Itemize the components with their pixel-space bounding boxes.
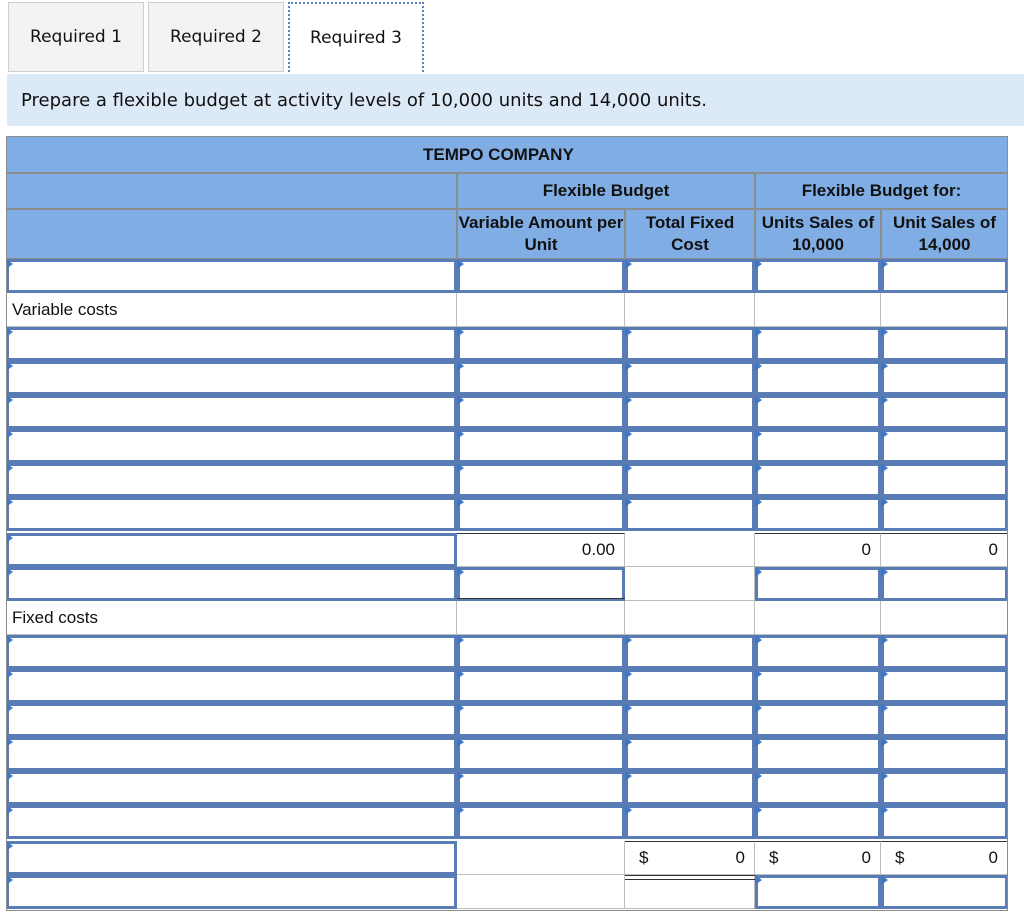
fixed-cost-row-3-14000-input[interactable] [881, 703, 1008, 737]
variable-cost-row-5-label-input[interactable] [6, 463, 457, 497]
fixed-cost-row-4-10000-input[interactable] [755, 737, 881, 771]
company-name: TEMPO COMPANY [423, 144, 574, 164]
fixed-cost-row-4-14000-input[interactable] [881, 737, 1008, 771]
header-flexible-budget-for [755, 173, 1008, 209]
margin-per-unit-input[interactable] [457, 567, 625, 601]
net-14000-input[interactable] [881, 875, 1008, 909]
net-fixed-empty [625, 875, 755, 909]
fixed-cost-row-1-label-input[interactable] [6, 635, 457, 669]
variable-cost-row-6-fixed-input[interactable] [625, 497, 755, 531]
fixed-cost-row-6-label-input[interactable] [6, 805, 457, 839]
margin-10000-input[interactable] [755, 567, 881, 601]
instruction-text: Prepare a flexible budget at activity levels of 10,000 units and 14,000 units. [21, 89, 707, 111]
tab-required-3[interactable]: Required 3 [288, 2, 424, 72]
margin-14000-input[interactable] [881, 567, 1008, 601]
variable-costs-empty [457, 293, 625, 327]
fixed-cost-row-3-10000-input[interactable] [755, 703, 881, 737]
variable-cost-row-5-10000-input[interactable] [755, 463, 881, 497]
fixed-cost-row-1-var-input[interactable] [457, 635, 625, 669]
variable-costs-empty [625, 293, 755, 327]
variable-cost-row-3-label-input[interactable] [6, 395, 457, 429]
budget-fixed-input[interactable] [625, 259, 755, 293]
header-units-10000 [755, 209, 881, 259]
tab-required-1[interactable]: Required 1 [8, 2, 144, 72]
fixed-cost-row-2-14000-input[interactable] [881, 669, 1008, 703]
fixed-cost-row-6-14000-input[interactable] [881, 805, 1008, 839]
tab-bar [8, 2, 428, 74]
variable-cost-row-1-var-input[interactable] [457, 327, 625, 361]
margin-fixed-empty [625, 567, 755, 601]
fixed-cost-row-3-fixed-input[interactable] [625, 703, 755, 737]
header-flexible-budget [457, 173, 755, 209]
variable-cost-row-3-14000-input[interactable] [881, 395, 1008, 429]
units-10000-label: Units Sales of 10,000 [761, 213, 875, 254]
currency-symbol: $ [895, 848, 905, 867]
total-fixed-label-input[interactable] [6, 841, 457, 875]
variable-cost-row-2-label-input[interactable] [6, 361, 457, 395]
variable-cost-row-4-var-input[interactable] [457, 429, 625, 463]
variable-cost-row-1-10000-input[interactable] [755, 327, 881, 361]
fixed-cost-row-5-10000-input[interactable] [755, 771, 881, 805]
budget-10000-input[interactable] [755, 259, 881, 293]
variable-cost-row-6-14000-input[interactable] [881, 497, 1008, 531]
flexible-budget-for-label: Flexible Budget for: [801, 181, 962, 200]
fixed-cost-row-6-var-input[interactable] [457, 805, 625, 839]
total-10000-value: 0 [861, 848, 871, 867]
variable-cost-row-3-10000-input[interactable] [755, 395, 881, 429]
variable-cost-row-4-fixed-input[interactable] [625, 429, 755, 463]
fixed-cost-row-2-var-input[interactable] [457, 669, 625, 703]
instruction-banner [7, 74, 1024, 126]
double-underline [625, 875, 755, 880]
fixed-costs-empty [755, 601, 881, 635]
variable-cost-row-4-14000-input[interactable] [881, 429, 1008, 463]
fixed-cost-row-3-label-input[interactable] [6, 703, 457, 737]
variable-total-per-unit-value: 0.00 [581, 540, 615, 559]
variable-cost-row-2-14000-input[interactable] [881, 361, 1008, 395]
variable-total-10000-value: 0 [861, 540, 871, 559]
variable-cost-row-2-10000-input[interactable] [755, 361, 881, 395]
variable-cost-row-2-fixed-input[interactable] [625, 361, 755, 395]
variable-cost-row-5-var-input[interactable] [457, 463, 625, 497]
fixed-costs-empty [625, 601, 755, 635]
currency-symbol: $ [639, 848, 649, 867]
fixed-cost-row-1-fixed-input[interactable] [625, 635, 755, 669]
flexible-budget-label: Flexible Budget [542, 181, 670, 200]
fixed-costs-empty [457, 601, 625, 635]
margin-label-input[interactable] [6, 567, 457, 601]
units-14000-label: Unit Sales of 14,000 [893, 213, 996, 254]
variable-cost-row-1-label-input[interactable] [6, 327, 457, 361]
fixed-cost-row-1-14000-input[interactable] [881, 635, 1008, 669]
variable-total-fixed-empty [625, 533, 755, 567]
fixed-cost-row-2-10000-input[interactable] [755, 669, 881, 703]
fixed-cost-row-3-var-input[interactable] [457, 703, 625, 737]
currency-symbol: $ [769, 848, 779, 867]
budget-14000-input[interactable] [881, 259, 1008, 293]
variable-costs-label: Variable costs [12, 300, 118, 319]
header-total-fixed [625, 209, 755, 259]
budget-var-input[interactable] [457, 259, 625, 293]
fixed-cost-row-5-label-input[interactable] [6, 771, 457, 805]
net-10000-input[interactable] [755, 875, 881, 909]
variable-costs-empty [881, 293, 1008, 327]
total-var-empty [457, 841, 625, 875]
variable-cost-row-1-14000-input[interactable] [881, 327, 1008, 361]
variable-cost-row-2-var-input[interactable] [457, 361, 625, 395]
tab-required-2[interactable]: Required 2 [148, 2, 284, 72]
fixed-cost-row-6-10000-input[interactable] [755, 805, 881, 839]
variable-total-label-input[interactable] [6, 533, 457, 567]
header-units-14000 [881, 209, 1008, 259]
variable-cost-row-5-14000-input[interactable] [881, 463, 1008, 497]
variable-cost-row-4-label-input[interactable] [6, 429, 457, 463]
total-fixed-cost-value: 0 [735, 848, 745, 867]
header-blank-1 [6, 173, 457, 209]
fixed-costs-empty [881, 601, 1008, 635]
total-14000-value: 0 [988, 848, 998, 867]
variable-cost-row-1-fixed-input[interactable] [625, 327, 755, 361]
fixed-cost-row-4-label-input[interactable] [6, 737, 457, 771]
fixed-cost-row-1-10000-input[interactable] [755, 635, 881, 669]
variable-cost-row-3-fixed-input[interactable] [625, 395, 755, 429]
fixed-cost-row-4-var-input[interactable] [457, 737, 625, 771]
variable-cost-row-6-label-input[interactable] [6, 497, 457, 531]
header-blank-2 [6, 209, 457, 259]
budget-label-input[interactable] [6, 259, 457, 293]
fixed-cost-row-5-fixed-input[interactable] [625, 771, 755, 805]
variable-cost-row-5-fixed-input[interactable] [625, 463, 755, 497]
variable-total-14000-value: 0 [988, 540, 998, 559]
fixed-costs-label: Fixed costs [12, 608, 98, 627]
variable-amount-label: Variable Amount per Unit [458, 213, 624, 254]
variable-cost-row-6-var-input[interactable] [457, 497, 625, 531]
net-income-label-input[interactable] [6, 875, 457, 909]
fixed-cost-row-2-label-input[interactable] [6, 669, 457, 703]
header-variable-amount [457, 209, 625, 259]
fixed-cost-row-4-fixed-input[interactable] [625, 737, 755, 771]
fixed-cost-row-5-var-input[interactable] [457, 771, 625, 805]
fixed-cost-row-5-14000-input[interactable] [881, 771, 1008, 805]
net-var-empty [457, 875, 625, 909]
total-fixed-label: Total Fixed Cost [645, 213, 735, 254]
variable-cost-row-4-10000-input[interactable] [755, 429, 881, 463]
variable-costs-empty [755, 293, 881, 327]
variable-cost-row-3-var-input[interactable] [457, 395, 625, 429]
fixed-cost-row-2-fixed-input[interactable] [625, 669, 755, 703]
company-header [6, 136, 1008, 173]
variable-cost-row-6-10000-input[interactable] [755, 497, 881, 531]
fixed-cost-row-6-fixed-input[interactable] [625, 805, 755, 839]
